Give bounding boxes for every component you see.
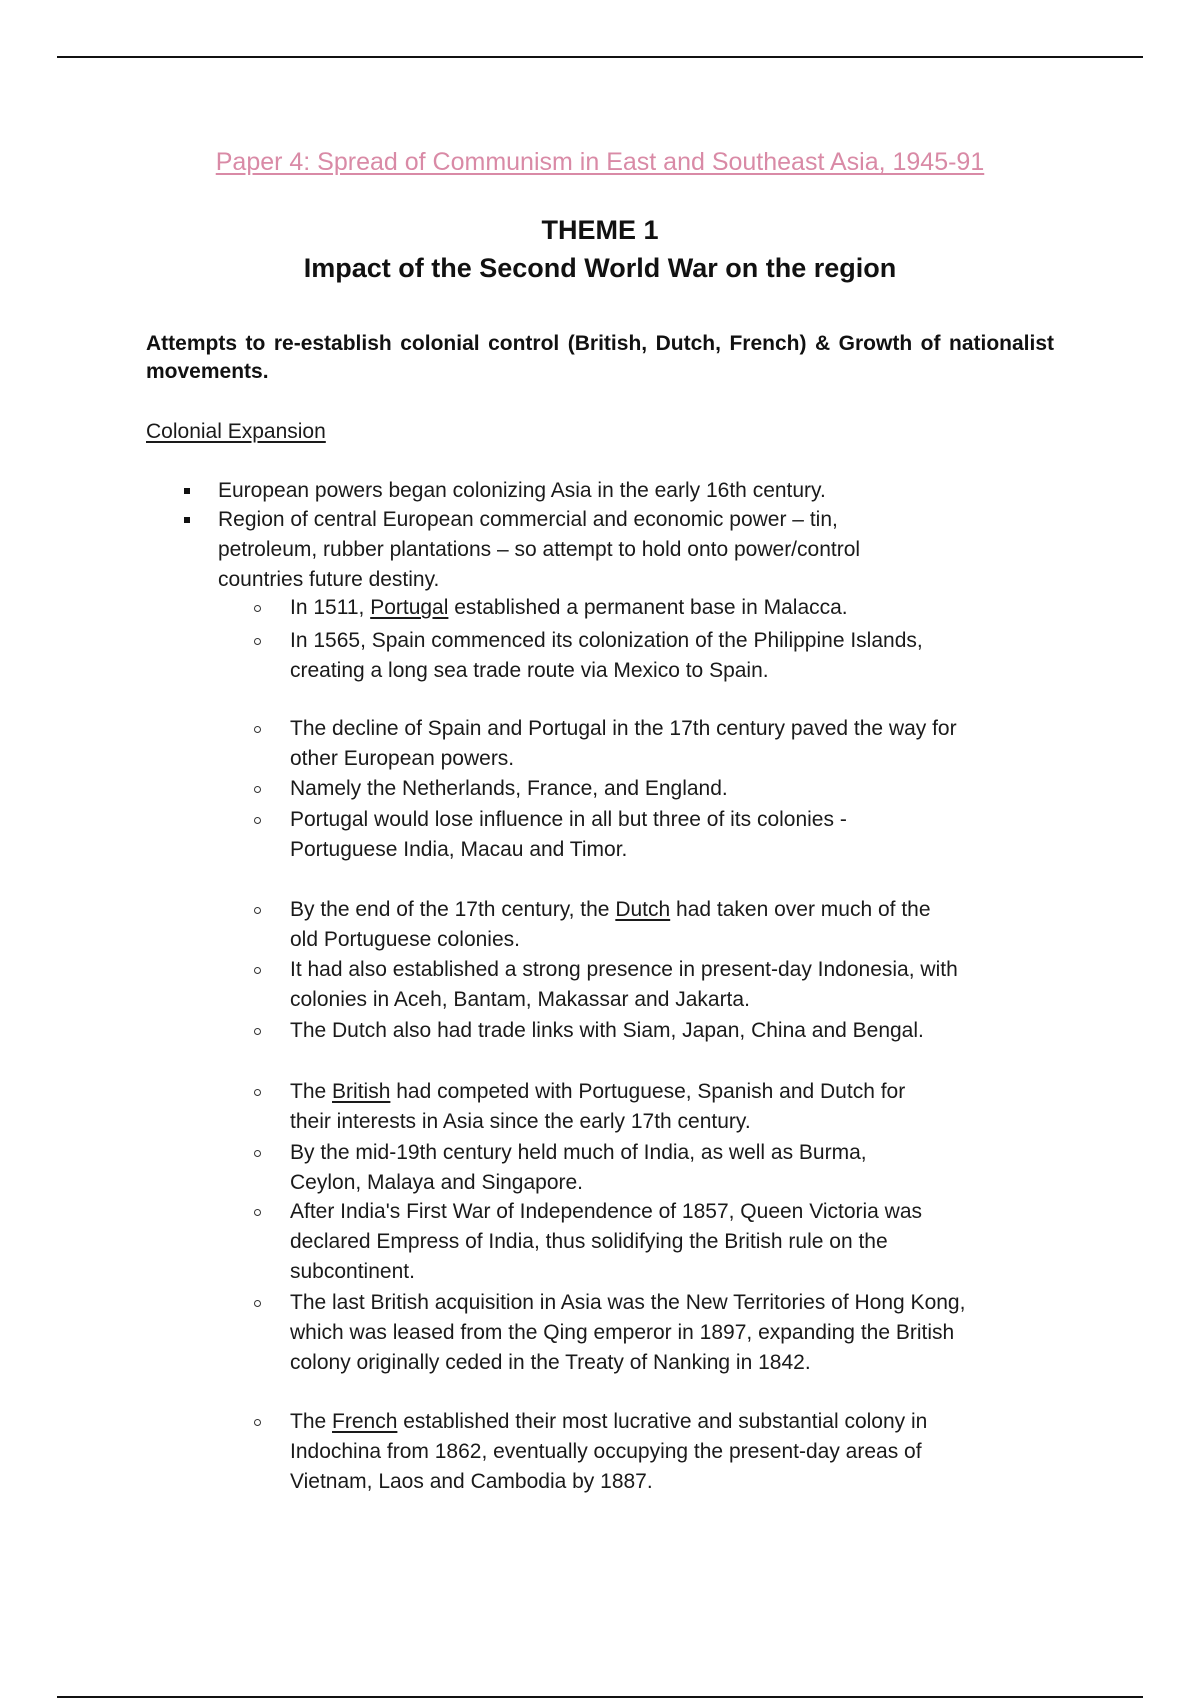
list-item <box>290 955 960 1015</box>
list-item <box>290 1077 950 1137</box>
intro-paragraph: Attempts to re-establish colonial control (British, Dutch, French) & Growth of nationalist movements. <box>146 332 1054 383</box>
list-item-text: In 1511, Portugal established a permanent base in Malacca. <box>290 596 848 619</box>
list-item <box>290 895 950 955</box>
footer-rule <box>57 1696 1143 1698</box>
circle-bullet-icon <box>254 1300 261 1307</box>
list-item-text: By the end of the 17th century, the Dutch had taken over much of the old Portuguese colonies. <box>290 898 931 951</box>
keyword-french: French <box>332 1410 398 1433</box>
section-heading: Colonial Expansion <box>146 420 326 443</box>
circle-bullet-icon <box>254 1089 261 1096</box>
list-item <box>290 1288 970 1378</box>
list-item <box>290 714 970 774</box>
circle-bullet-icon <box>254 967 261 974</box>
list-item-text: Namely the Netherlands, France, and England. <box>290 777 728 800</box>
circle-bullet-icon <box>254 786 261 793</box>
square-bullet-icon <box>184 517 190 523</box>
circle-bullet-icon <box>254 1419 261 1426</box>
circle-bullet-icon <box>254 1209 261 1216</box>
list-item <box>290 1407 970 1497</box>
circle-bullet-icon <box>254 726 261 733</box>
keyword-british: British <box>332 1080 391 1103</box>
circle-bullet-icon <box>254 1028 261 1035</box>
list-item <box>290 774 990 804</box>
keyword-dutch: Dutch <box>615 898 671 921</box>
list-item-text: European powers began colonizing Asia in the early 16th century. <box>218 479 826 502</box>
list-item-text: The French established their most lucrative and substantial colony in Indochina from 1862, eventually occupying the present-day areas of Vietnam, Laos and Cambodia by 1887. <box>290 1410 928 1493</box>
theme-label: THEME 1 <box>541 215 659 245</box>
theme-title: Impact of the Second World War on the region <box>303 253 897 283</box>
list-item <box>290 805 910 865</box>
list-item-text: The decline of Spain and Portugal in the 17th century paved the way for other European powers. <box>290 717 957 770</box>
list-item <box>218 505 918 595</box>
list-item <box>290 1138 930 1198</box>
list-item-text: In 1565, Spain commenced its colonization of the Philippine Islands, creating a long sea trade route via Mexico to Spain. <box>290 629 923 682</box>
header-rule <box>57 56 1143 58</box>
list-item-text: It had also established a strong presence in present-day Indonesia, with colonies in Aceh, Bantam, Makassar and Jakarta. <box>290 958 958 1011</box>
circle-bullet-icon <box>254 638 261 645</box>
list-item-text: Region of central European commercial and economic power – tin, petroleum, rubber plantations – so attempt to hold onto power/control countries future destiny. <box>218 508 861 591</box>
list-item <box>290 1016 990 1046</box>
list-item-text: The British had competed with Portuguese, Spanish and Dutch for their interests in Asia since the early 17th century. <box>290 1080 906 1133</box>
list-item-text: By the mid-19th century held much of India, as well as Burma, Ceylon, Malaya and Singapore. <box>290 1141 867 1194</box>
list-item-text: Portugal would lose influence in all but three of its colonies - Portuguese India, Macau and Timor. <box>290 808 847 861</box>
circle-bullet-icon <box>254 605 261 612</box>
circle-bullet-icon <box>254 1150 261 1157</box>
list-item <box>290 1197 970 1287</box>
list-item-text: The last British acquisition in Asia was the New Territories of Hong Kong, which was leased from the Qing emperor in 1897, expanding the British colony originally ceded in the Treaty of Nanking in 1842. <box>290 1291 966 1374</box>
circle-bullet-icon <box>254 907 261 914</box>
list-item <box>290 593 990 623</box>
keyword-portugal: Portugal <box>370 596 449 619</box>
list-item-text: After India's First War of Independence of 1857, Queen Victoria was declared Empress of India, thus solidifying the British rule on the subcontinent. <box>290 1200 923 1283</box>
list-item <box>290 626 970 686</box>
square-bullet-icon <box>184 488 190 494</box>
list-item-text: The Dutch also had trade links with Siam, Japan, China and Bengal. <box>290 1019 924 1042</box>
circle-bullet-icon <box>254 817 261 824</box>
list-item <box>218 476 938 506</box>
document-title: Paper 4: Spread of Communism in East and Southeast Asia, 1945-91 <box>215 148 985 176</box>
